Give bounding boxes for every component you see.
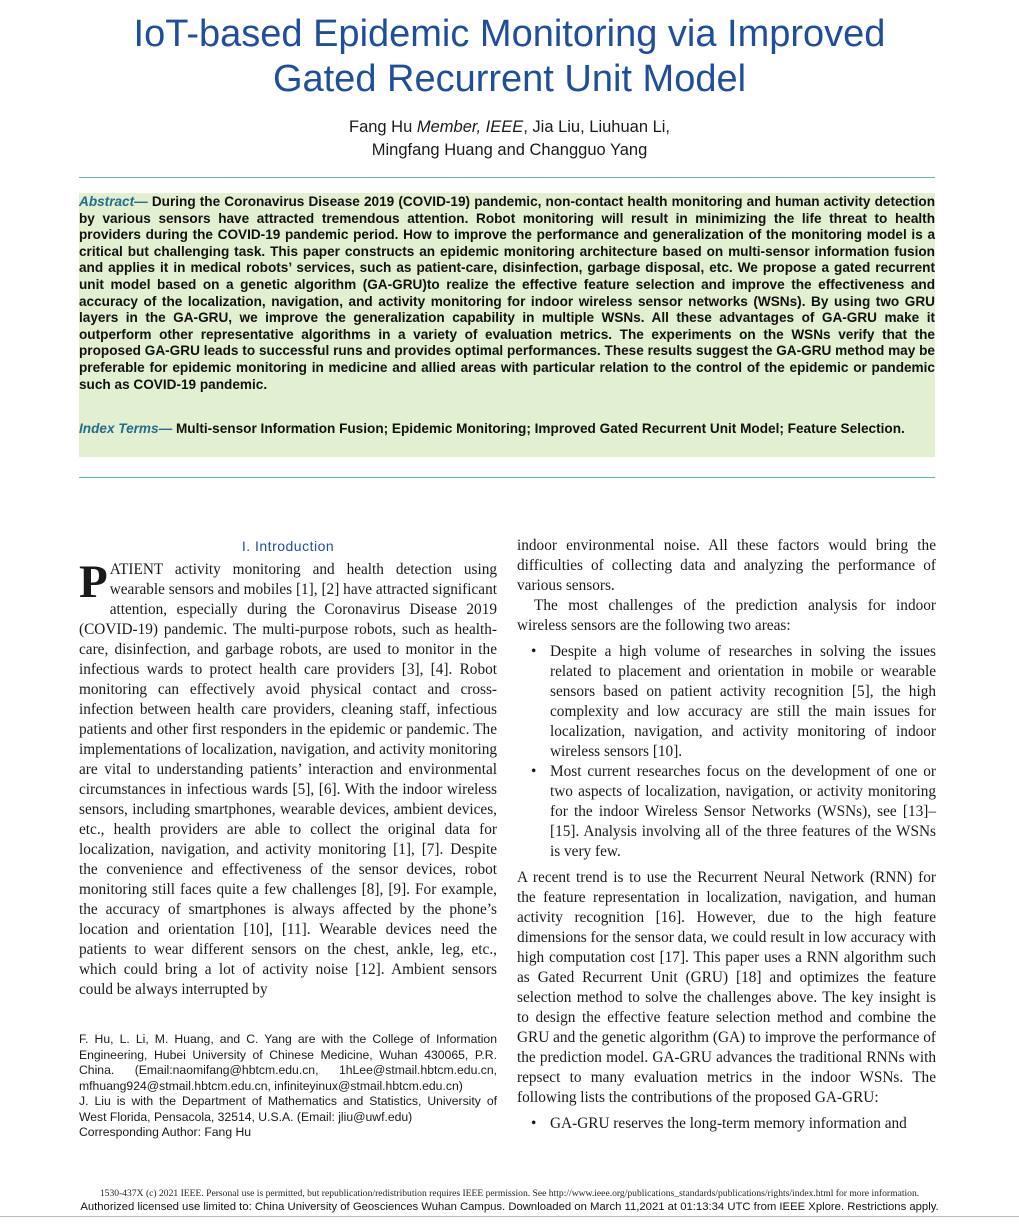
page-bottom-rule [0,1216,1019,1217]
footnote-affiliation-2: J. Liu is with the Department of Mathematics and Statistics, University of West Florida, Pensacola, 32514, U.S.A. (Email: jliu@uwf.edu) [79,1094,497,1124]
abstract-body: During the Coronavirus Disease 2019 (COVID-19) pandemic, non-contact health monitoring and human activity detection by various sensors have attracted tremendous attention. Robot monitoring will result in minimizing the life threat to health providers during the COVID-19 pandemic period. How to improve the performance and generalization of the monitoring model is a critical but challenging task. This paper constructs an epidemic monitoring architecture based on multi-sensor information fusion and applies it in medical robots’ services, such as patient-care, disinfection, garbage disposal, etc. We propose a gated recurrent unit model based on a genetic algorithm (GA-GRU)to realize the effective feature selection and improve the effectiveness and accuracy of the localization, navigation, and activity monitoring for indoor wireless sensor networks (WSNs). By using two GRU layers in the GA-GRU, we improve the generalization capability in multiple WSNs. All these advantages of GA-GRU make it outperform other representative algorithms in a variety of evaluation metrics. The experiments on the WSNs verify that the proposed GA-GRU leads to successful runs and provides optimal performances. These results suggest the GA-GRU method may be preferable for epidemic monitoring in medicine and allied areas with particular relation to the control of the epidemic or pandemic such as COVID-19 pandemic. [79,194,935,392]
left-column [79,556,497,1000]
author-line-2: Mingfang Huang and Changguo Yang [371,141,648,159]
author-footnote [79,1032,497,1141]
challenge-list [517,642,936,862]
author-line-1 [60,116,959,139]
intro-paragraph-3: A recent trend is to use the Recurrent Neural Network (RNN) for the feature representation in localization, navigation, and human activity recognition [16]. However, due to the high feature dimensions for the sensor data, we could result in low accuracy with high computation cost [17]. This paper uses a RNN algorithm such as Gated Recurrent Unit (GRU) [18] and optimizes the feature selection method to solve the challenges above. The key insight is to design the effective feature selection method and combine the GRU and the genetic algorithm (GA) to improve the performance of the prediction model. GA-GRU advances the traditional RNNs with repsect to many evaluation metrics in the indoor WSNs. The following lists the contributions of the proposed GA-GRU: [517,869,936,1106]
list-item [531,762,936,862]
drop-cap: P [79,556,108,608]
index-terms-label: Index Terms— [79,421,173,436]
license-notice: Authorized licensed use limited to: China University of Geosciences Wuhan Campus. Downloaded on March 11,2021 at 01:13:34 UTC from IEEE Xplore. Restrictions apply. [80,1201,939,1213]
bullet-glyph: • [531,763,537,780]
bottom-divider [79,477,935,478]
bullet-glyph: • [531,1115,537,1132]
footnote-affiliation-1: F. Hu, L. Li, M. Huang, and C. Yang are with the College of Information Engineering, Hubei University of Chinese Medicine, Wuhan 430065, P.R. China. (Email:naomifang@hbtcm.edu.cn, 1hLee@stmail.hbtcm.edu.cn, mfhuang924@stmail.hbtcm.edu.cn, infiniteyinux@stmail.hbtcm.edu.cn) [79,1032,497,1093]
list-item-text: Most current researches focus on the development of one or two aspects of localization, navigation, or activity monitoring for the indoor Wireless Sensor Networks (WSNs), see [13]–[15]. Analysis involving all of the three features of the WSNs is very few. [550,763,936,860]
intro-paragraph-1-text: ATIENT activity monitoring and health detection using wearable sensors and mobiles [1], [2] have attracted significant attention, especially during the Coronavirus Disease 2019 (COVID-19) pandemic. The multi-purpose robots, such as health-care, disinfection, and garbage robots, are used to monitor in the infectious wards to protect health care providers [3], [4]. Robot monitoring can effectively avoid physical contact and cross-infection between health care providers, cleaning staff, infectious patients and other first responders in the epidemic or pandemic. The implementations of localization, navigation, and activity monitoring are vital to understanding patients’ interaction and environmental circumstances in infectious wards [5], [6]. With the indoor wireless sensors, including smartphones, wearable devices, ambient devices, etc., health providers are able to collect the original data for localization, navigation, and activity monitoring [1], [7]. Despite the convenience and effectiveness of the sensor devices, robot monitoring still faces quite a few challenges [8], [9]. For example, the accuracy of smartphones is always affected by the phone’s location and orientation [10], [11]. Wearable devices need the patients to wear different sensors on the chest, ankle, leg, etc., which could bring a lot of activity noise [12]. Ambient sensors could be always interrupted by [79,561,497,998]
intro-paragraph-1-continued: indoor environmental noise. All these factors would bring the difficulties of collecting data and analyzing the performance of various sensors. [517,537,936,594]
list-item [531,1114,936,1134]
title-line-1: IoT-based Epidemic Monitoring via Improved [133,13,886,55]
author-names-b: , Jia Liu, Liuhuan Li, [523,118,671,136]
abstract-label: Abstract— [79,194,148,209]
footnote-corresponding: Corresponding Author: Fang Hu [79,1125,252,1139]
list-item-text: GA-GRU reserves the long-term memory information and [550,1115,907,1132]
bullet-glyph: • [531,643,537,660]
abstract [79,194,935,393]
index-terms-body: Multi-sensor Information Fusion; Epidemic Monitoring; Improved Gated Recurrent Unit Model; Feature Selection. [172,421,905,436]
paper-title [60,12,959,102]
intro-paragraph-2: The most challenges of the prediction analysis for indoor wireless sensors are the following two areas: [517,597,936,634]
right-column [517,536,936,1140]
author-list [60,116,959,162]
top-divider [79,177,935,178]
author-role: Member, IEEE [416,118,524,136]
author-names-a: Fang Hu [348,118,417,136]
index-terms [79,421,935,438]
list-item [531,642,936,762]
copyright-notice: 1530-437X (c) 2021 IEEE. Personal use is permitted, but republication/redistribution requires IEEE permission. See http://www.ieee.org/publications_standards/publications/rights/index.html for more information. [99,1188,920,1199]
intro-paragraph-1 [79,556,497,1000]
list-item-text: Despite a high volume of researches in solving the issues related to placement and orientation in mobile or wearable sensors based on patient activity recognition [5], the high complexity and low accuracy are still the main issues for localization, navigation, and activity monitoring of indoor wireless sensors [10]. [550,643,936,760]
contribution-list [517,1114,936,1134]
title-line-2: Gated Recurrent Unit Model [272,58,747,100]
section-heading: I. Introduction [241,538,335,554]
